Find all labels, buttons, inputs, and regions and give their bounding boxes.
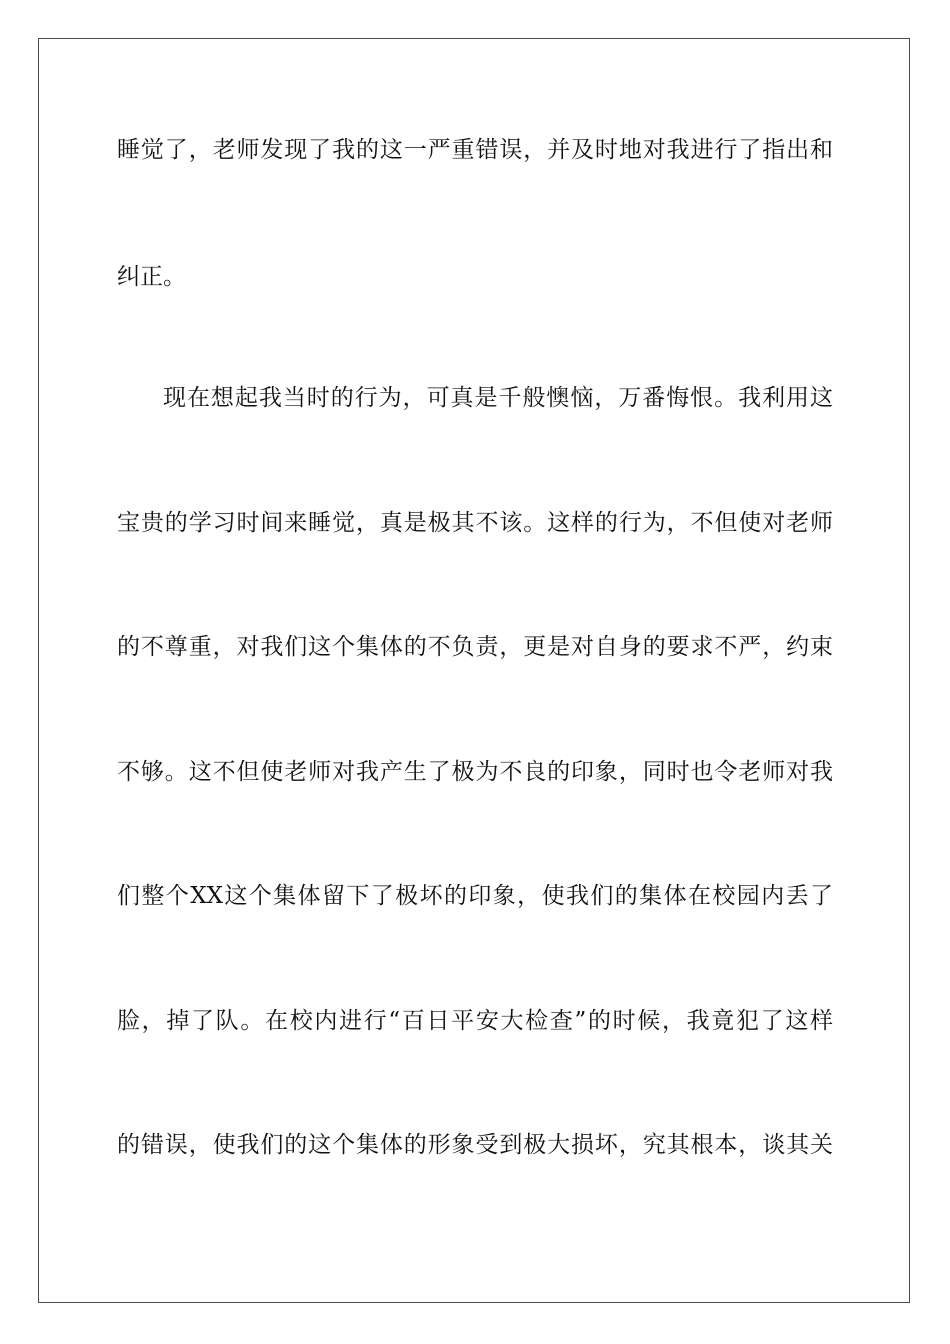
paragraph-2-line-4: 不够。这不但使老师对我产生了极为不良的印象，同时也令老师对我: [117, 759, 833, 785]
text-line-2: 纠正。: [117, 264, 186, 290]
paragraph-2-line-3: 的不尊重，对我们这个集体的不负责，更是对自身的要求不严，约束: [117, 634, 833, 660]
text-line-1: 睡觉了，老师发现了我的这一严重错误，并及时地对我进行了指出和: [117, 137, 833, 163]
paragraph-2-line-2: 宝贵的学习时间来睡觉，真是极其不该。这样的行为，不但使对老师: [117, 510, 833, 536]
paragraph-2-line-7: 的错误，使我们的这个集体的形象受到极大损坏，究其根本，谈其关: [117, 1132, 833, 1158]
paragraph-2-line-5: 们整个XX这个集体留下了极坏的印象，使我们的集体在校园内丢了: [117, 883, 833, 909]
page-border: [38, 38, 910, 1303]
paragraph-2-line-1: 现在想起我当时的行为，可真是千般懊恼，万番悔恨。我利用这: [163, 385, 833, 411]
paragraph-2-line-6: 脸，掉了队。在校内进行“百日平安大检查”的时候，我竟犯了这样: [117, 1008, 833, 1034]
